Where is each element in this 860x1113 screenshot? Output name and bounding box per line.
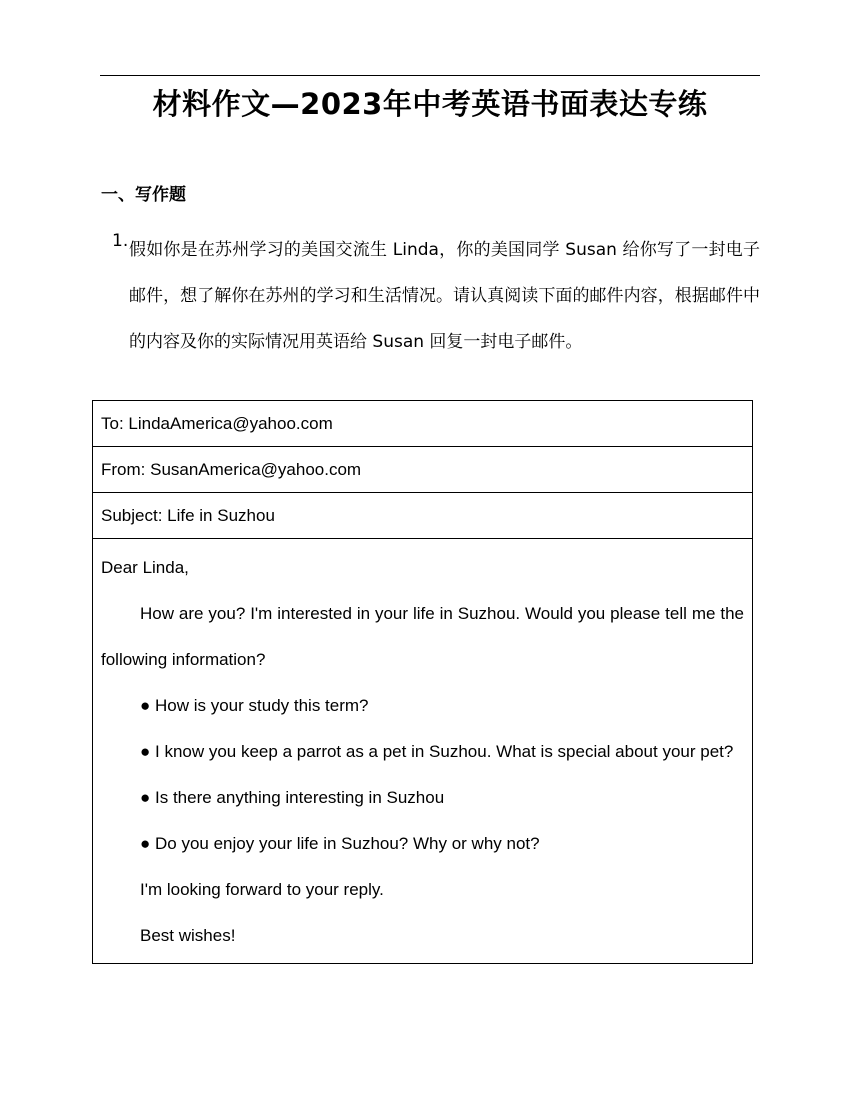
email-sign-off: Best wishes! [140,926,236,945]
email-to-row [93,401,753,447]
email-to: To: LindaAmerica@yahoo.com [93,401,753,447]
email-table [92,400,753,964]
email-closing-line: I'm looking forward to your reply. [140,880,384,899]
question-prompt: 假如你是在苏州学习的美国交流生 Linda，你的美国同学 Susan 给你写了一封电子邮件，想了解你在苏州的学习和生活情况。请认真阅读下面的邮件内容，根据邮件中的内容及你的实际情况用英语给 Susan 回复一封电子邮件。 [129,240,760,352]
email-bullet: ● How is your study this term? [140,696,369,715]
email-subject-row [93,493,753,539]
email-intro: How are you? I'm interested in your life in Suzhou. Would you please tell me the following information? [101,604,744,669]
section-heading: 一、写作题 [101,185,186,205]
document-title: 材料作文—2023年中考英语书面表达专练 [152,87,708,121]
header-rule [100,75,760,76]
email-from-row [93,447,753,493]
email-from: From: SusanAmerica@yahoo.com [93,447,753,493]
email-bullet: ● I know you keep a parrot as a pet in Suzhou. What is special about your pet? [140,742,734,761]
question-number: 1. [112,231,129,251]
email-body-row [93,539,753,964]
email-bullet: ● Do you enjoy your life in Suzhou? Why or why not? [140,834,540,853]
email-body [93,539,753,964]
email-greeting: Dear Linda, [101,558,189,577]
email-subject: Subject: Life in Suzhou [93,493,753,539]
email-bullet: ● Is there anything interesting in Suzhou [140,788,445,807]
